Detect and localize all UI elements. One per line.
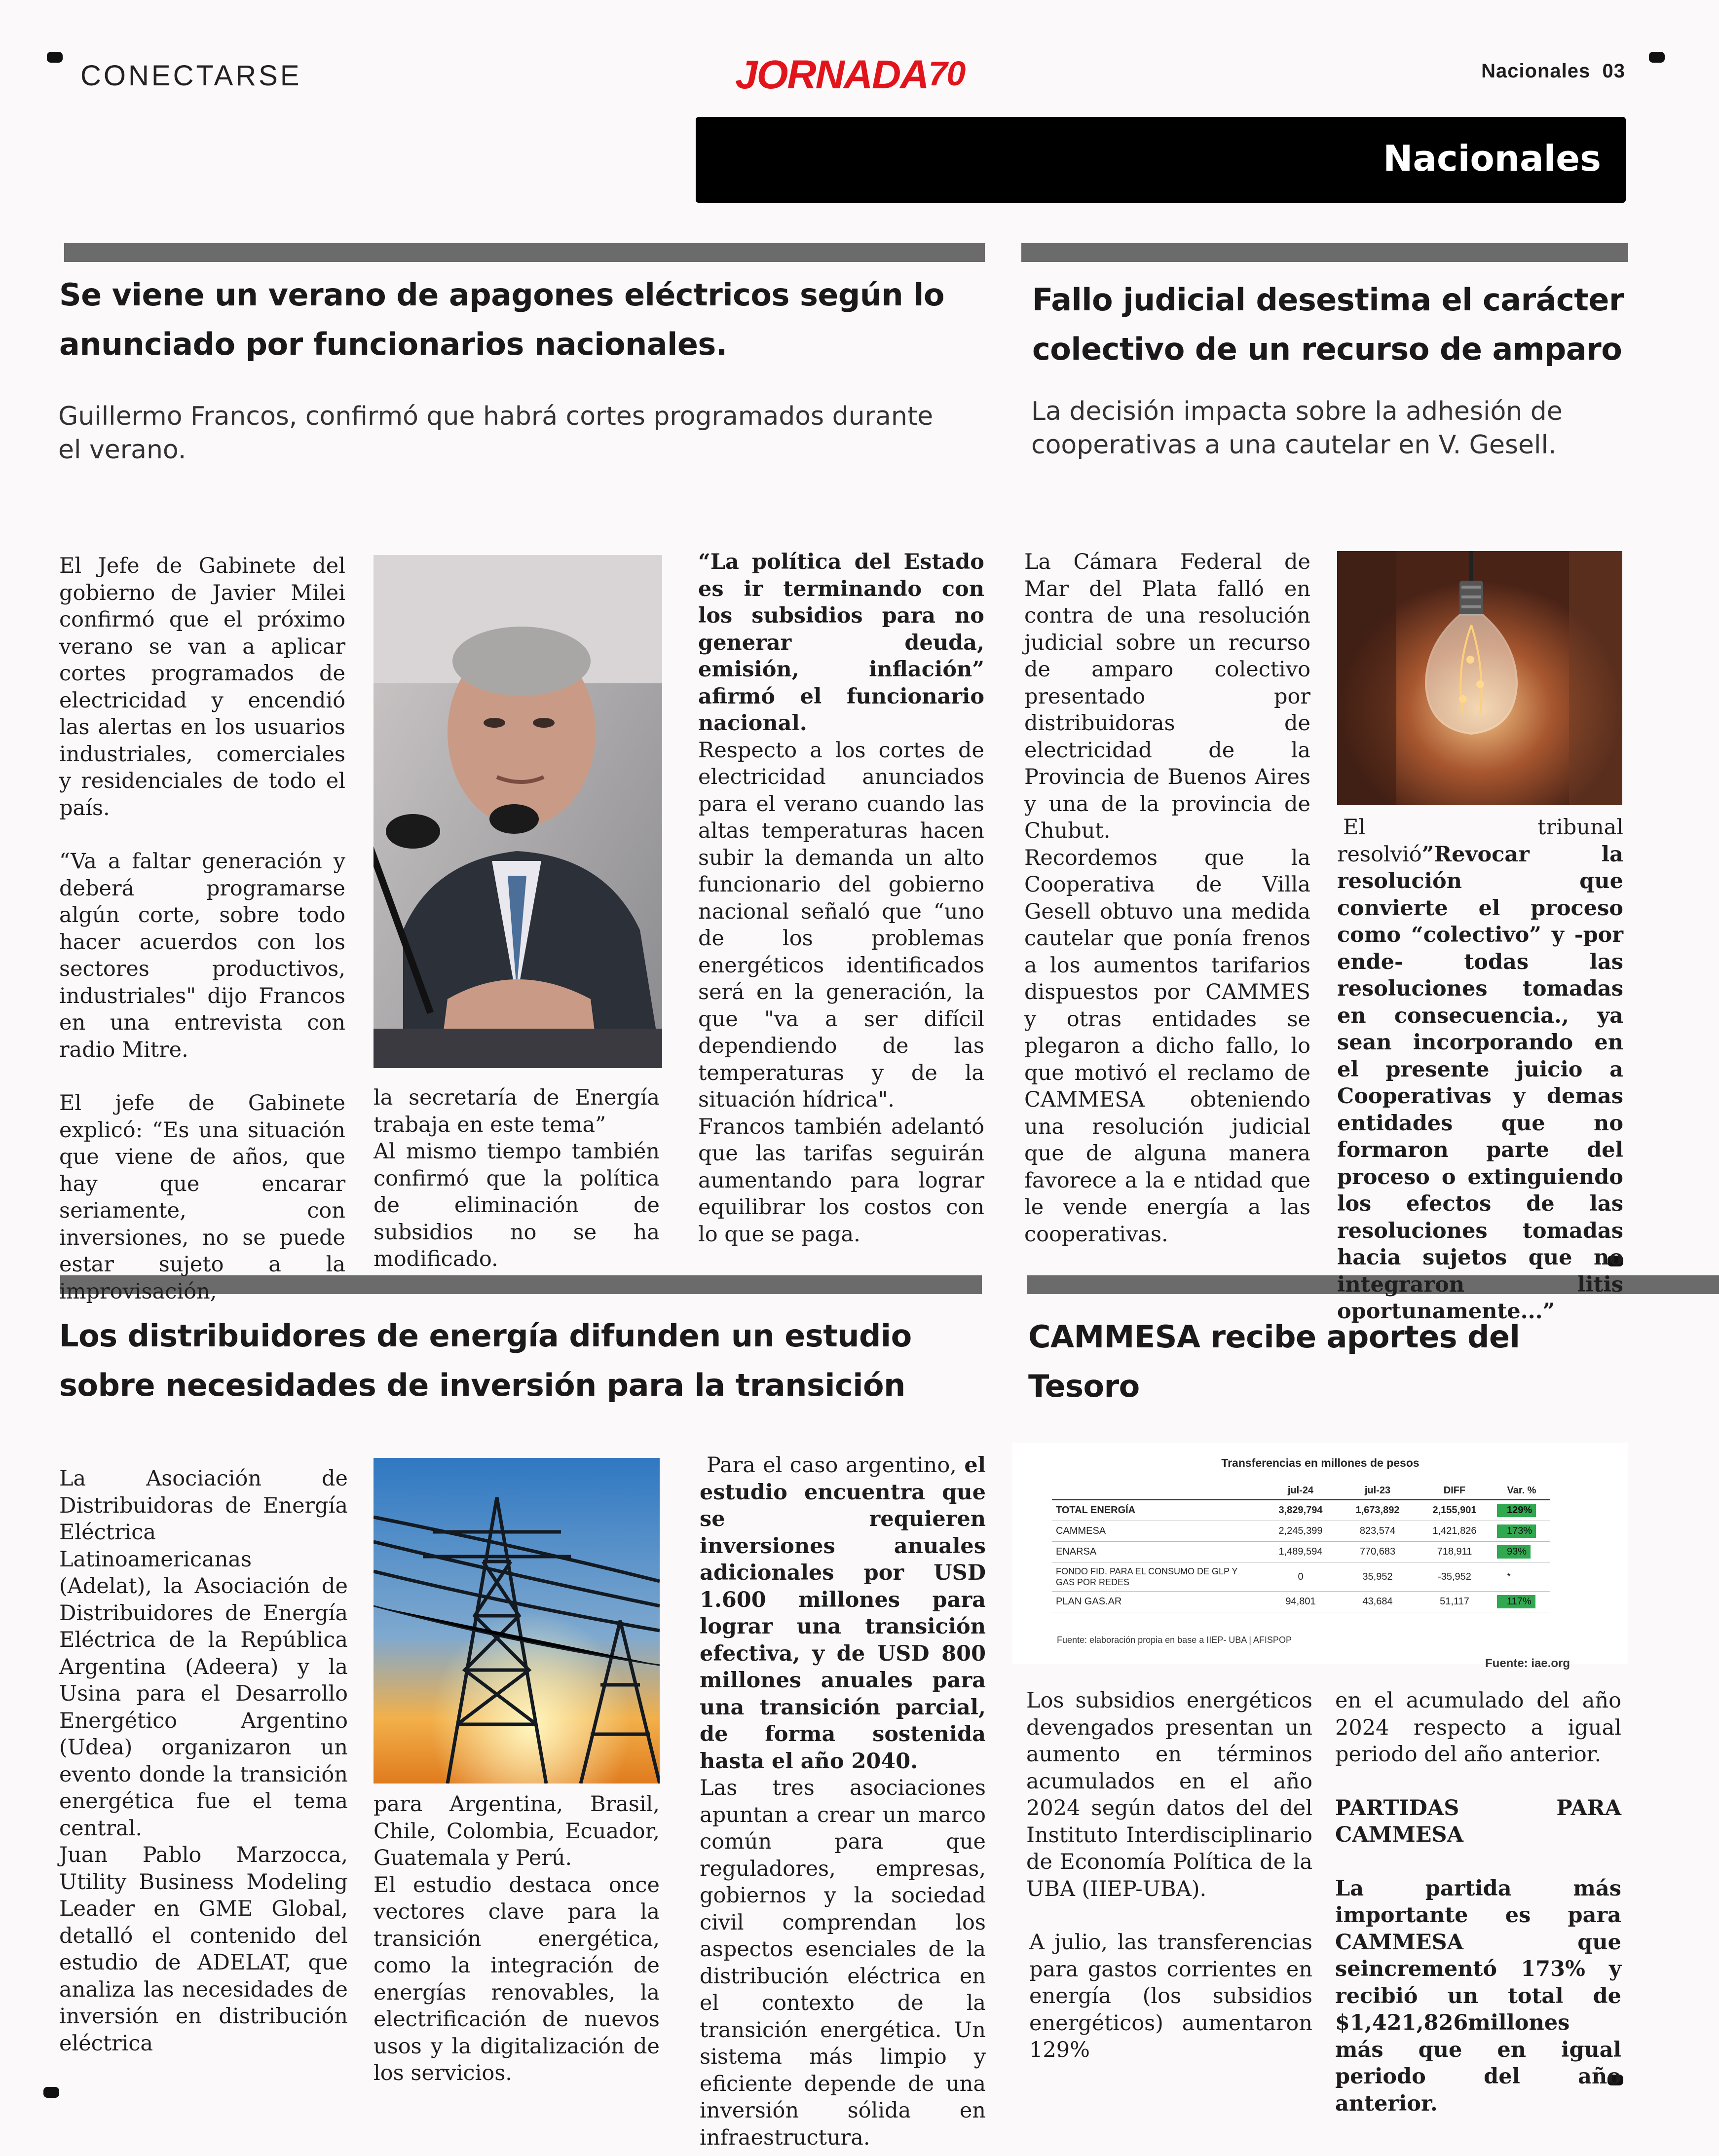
- table-cell-label: PLAN GAS.AR: [1052, 1592, 1262, 1612]
- table-cell-var: 129%: [1493, 1500, 1550, 1521]
- table-cell: 2,155,901: [1416, 1500, 1493, 1521]
- table-cell-label: FONDO FID. PARA EL CONSUMO DE GLP Y GAS POR REDES: [1052, 1562, 1262, 1592]
- table-cell-label: TOTAL ENERGÍA: [1052, 1500, 1262, 1521]
- table-cell-label: CAMMESA: [1052, 1521, 1262, 1542]
- transfers-table: [1052, 1482, 1550, 1612]
- table-cell: 0: [1262, 1562, 1339, 1592]
- table-cell-var: 117%: [1493, 1592, 1550, 1612]
- table-header: jul-23: [1339, 1482, 1416, 1500]
- corner-dot: [1649, 52, 1665, 63]
- table-cell: 823,574: [1339, 1521, 1416, 1542]
- table-cell: -35,952: [1416, 1562, 1493, 1592]
- article-column: El tribunal resolvió”Revocar la resolución que convierte el proceso como “colectivo” y -por ende- todas las resoluciones tomadas en consecuencia., ya sean incorporando en el presente juicio a Cooperativas y demas entidades que no formaron parte del proceso o extinguiendo los efectos de las resoluciones tomadas hacia sujetos que no integraron litis oportunamente...”: [1337, 815, 1623, 1324]
- article-headline: CAMMESA recibe aportes del Tesoro: [1028, 1319, 1520, 1404]
- table-row: [1052, 1500, 1550, 1521]
- article-headline: Los distribuidores de energía difunden un estudio sobre necesidades de inversión para la transición: [59, 1318, 912, 1403]
- article-column: El Jefe de Gabinete del gobierno de Javier Milei confirmó que el próximo verano se van a aplicar cortes programados de electricidad y encendió las alertas en los usuarios industriales, comerciales y residenciales de todo el país. “Va a faltar generación y deberá programarse algún corte, sobre todo hacer acuerdos con los sectores productivos, industriales" dijo Francos en una entrevista con radio Mitre. El jefe de Gabinete explicó: “Es una situación que viene de años, que hay que encarar seriamente, con inversiones, no se puede estar sujeto a la improvisación,: [59, 554, 345, 1304]
- article-headline: Se viene un verano de apagones eléctricos según lo anunciado por funcionarios nacionales.: [59, 277, 945, 362]
- table-cell-label: ENARSA: [1052, 1542, 1262, 1562]
- newspaper-logo: $JORNADA_{70}$: [735, 52, 965, 97]
- figure-source: Fuente: iae.org: [1485, 1657, 1570, 1670]
- table-cell-var: *: [1493, 1562, 1550, 1592]
- transfers-table-figure: [1012, 1443, 1628, 1664]
- article-deck: La decisión impacta sobre la adhesión de cooperativas a una cautelar en V. Gesell.: [1031, 397, 1563, 460]
- article-rule: [64, 243, 985, 262]
- table-cell: 718,911: [1416, 1542, 1493, 1562]
- table-row: [1052, 1562, 1550, 1592]
- article-column: La Cámara Federal de Mar del Plata falló en contra de una resolución judicial sobre un recurso de amparo colectivo presentado por distribuidoras de electricidad de la Provincia de Buenos Aires y una de la provincia de Chubut. Recordemos que la Cooperativa de Villa Gesell obtuvo una medida cautelar que ponía frenos a los aumentos tarifarios dispuestos por CAMMES y otras entidades se plegaron a dicho fallo, lo que motivó el reclamo de CAMMESA obteniendo una resolución judicial que de alguna manera favorece a la e ntidad que le vende energía a las cooperativas.: [1024, 550, 1310, 1247]
- article-column: para Argentina, Brasil, Chile, Colombia, Ecuador, Guatemala y Perú. El estudio destaca once vectores clave para la transición energética, como la integración de energías renovables, la electrificación de nuevos usos y la digitalización de los servicios.: [374, 1792, 660, 2085]
- table-cell: 3,829,794: [1262, 1500, 1339, 1521]
- power-towers-photo: [374, 1458, 660, 1784]
- table-header: DIFF: [1416, 1482, 1493, 1500]
- table-cell: 1,489,594: [1262, 1542, 1339, 1562]
- table-row: [1052, 1592, 1550, 1612]
- article-column: “La política del Estado es ir terminando con los subsidios para no generar deuda, emisión, inflación” afirmó el funcionario nacional. Respecto a los cortes de electricidad anunciados para el verano cuando las altas temperaturas hacen subir la demanda un alto funcionario del gobierno nacional señaló que “uno de los problemas energéticos identificados será en la generación, la que "va a ser difícil dependiendo de las temperaturas y de la situación hídrica". Francos también adelantó que las tarifas seguirán aumentando para lograr equilibrar los costos con lo que se paga.: [698, 550, 984, 1247]
- article-column: Los subsidios energéticos devengados presentan un aumento en términos acumulados en el año 2024 según datos del del Instituto Interdisciplinario de Economía Política de la UBA (IIEP-UBA). A julio, las transferencias para gastos corrientes en energía (los subsidios energéticos) aumentaron 129%: [1026, 1688, 1312, 2062]
- camera-photo-icon: [374, 555, 662, 1068]
- table-cell: 2,245,399: [1262, 1521, 1339, 1542]
- article-headline: Fallo judicial desestima el carácter colectivo de un recurso de amparo: [1032, 282, 1624, 367]
- table-cell: 770,683: [1339, 1542, 1416, 1562]
- table-row: [1052, 1521, 1550, 1542]
- table-header: [1052, 1482, 1262, 1500]
- table-cell: 51,117: [1416, 1592, 1493, 1612]
- table-cell: 94,801: [1262, 1592, 1339, 1612]
- table-title: Transferencias en millones de pesos: [1221, 1456, 1420, 1469]
- article-deck: Guillermo Francos, confirmó que habrá cortes programados durante el verano.: [58, 402, 934, 465]
- article-column: La Asociación de Distribuidoras de Energía Eléctrica Latinoamericanas (Adelat), la Asociación de Distribuidores de Energía Eléctrica de la República Argentina (Adeera) y la Usina para el Desarrollo Energético Argentino (Udea) organizaron un evento donde la transición energética fue el tema central. Juan Pablo Marzocca, Utility Business Modeling Leader en GME Global, detalló el contenido del estudio de ADELAT, que analiza las necesidades de inversión en distribución eléctrica: [59, 1466, 348, 2056]
- lightbulb-photo: [1337, 551, 1622, 805]
- section-banner: [696, 117, 1626, 203]
- table-header-row: [1052, 1482, 1550, 1500]
- article-column: la secretaría de Energía trabaja en este tema” Al mismo tiempo también confirmó que la política de eliminación de subsidios no se ha modificado.: [374, 1085, 660, 1271]
- table-header: Var. %: [1493, 1482, 1550, 1500]
- table-cell: 35,952: [1339, 1562, 1416, 1592]
- table-row: [1052, 1542, 1550, 1562]
- table-cell-var: 93%: [1493, 1542, 1550, 1562]
- corner-dot: [43, 2087, 59, 2098]
- table-cell: 1,421,826: [1416, 1521, 1493, 1542]
- francos-photo: [374, 555, 662, 1068]
- brand-logo: CONECTARSE: [80, 60, 302, 92]
- section-title: Nacionales: [1383, 138, 1601, 179]
- article-rule: [1021, 243, 1628, 262]
- table-note: Fuente: elaboración propia en base a IIEP- UBA | AFISPOP: [1057, 1635, 1292, 1645]
- article-column: Para el caso argentino, el estudio encuentra que se requieren inversiones anuales adicionales por USD 1.600 millones para lograr una transición efectiva, y de USD 800 millones anuales para una transición parcial, de forma sostenida hasta el año 2040. Las tres asociaciones apuntan a crear un marco común para que reguladores, empresas, gobiernos y la sociedad civil comprendan los aspectos esenciales de la distribución eléctrica en el contexto de la transición energética. Un sistema más limpio y eficiente depende de una inversión sólida en infraestructura.: [700, 1453, 986, 2150]
- page-label: Nacionales 03: [1481, 60, 1625, 82]
- table-cell: 43,684: [1339, 1592, 1416, 1612]
- table-cell: 1,673,892: [1339, 1500, 1416, 1521]
- article-column: en el acumulado del año 2024 respecto a igual periodo del año anterior. PARTIDAS PARA CAMMESA La partida más importante es para CAMMESA que seincrementó 173% y recibió un total de $1,421,826millones más que en igual periodo del año anterior.: [1335, 1688, 1621, 2116]
- corner-dot: [47, 52, 63, 63]
- table-header: jul-24: [1262, 1482, 1339, 1500]
- table-cell-var: 173%: [1493, 1521, 1550, 1542]
